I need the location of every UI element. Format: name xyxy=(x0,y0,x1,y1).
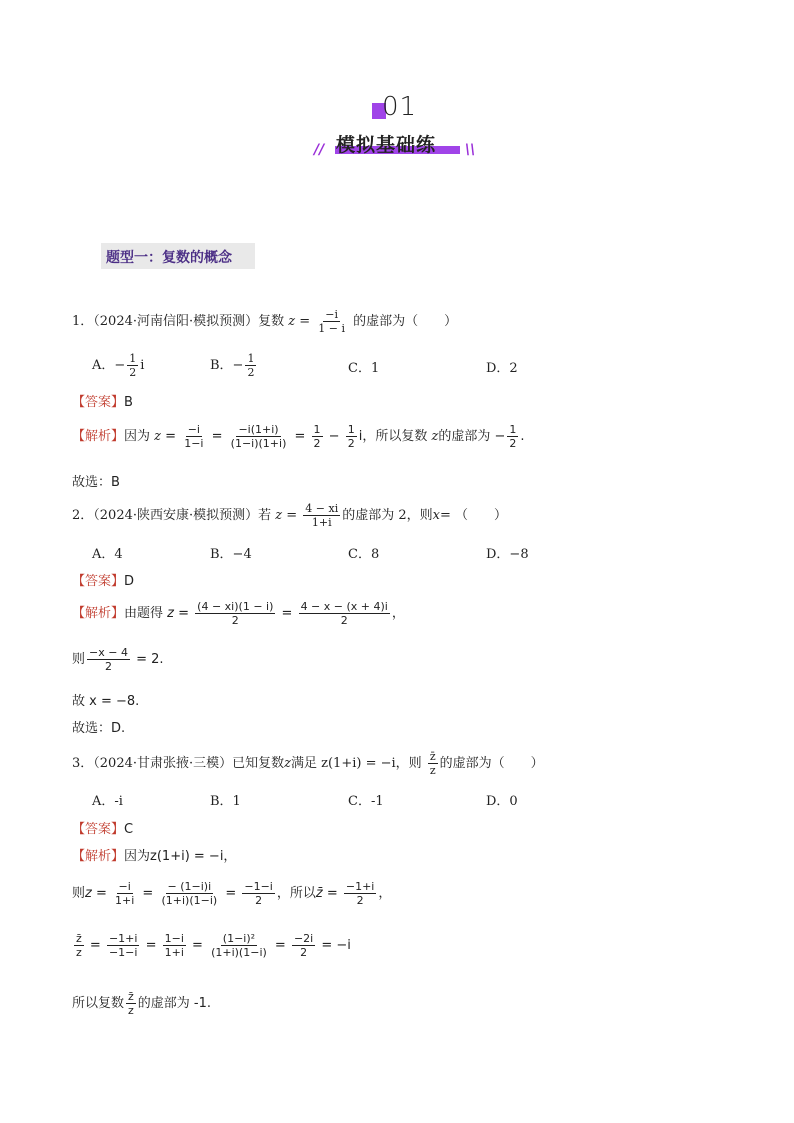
q1-option-a[interactable]: A．− $\frac{1}{2}$ i xyxy=(92,352,145,379)
q3-option-d[interactable]: D．0 xyxy=(486,794,518,809)
q1-answer: 【答案】B xyxy=(72,395,133,410)
q1-option-d[interactable]: D．2 xyxy=(486,361,518,376)
q1-stem-post: 的虚部为（ ） xyxy=(353,314,458,329)
slash-left: // xyxy=(314,142,325,158)
type-label: 题型一：复数的概念 xyxy=(106,250,232,266)
q2-step2: 则 $\frac{-x - 4}{2}$ = 2. xyxy=(72,646,164,673)
q2-step3: 故 x = −8. xyxy=(72,694,140,709)
q1-stem-fraction: $\frac{-i}{1 - i}$ xyxy=(318,308,346,335)
q2-option-c[interactable]: C．8 xyxy=(348,547,380,562)
q1-option-c[interactable]: C．1 xyxy=(348,361,380,376)
q3-answer: 【答案】C xyxy=(72,822,134,837)
q1-option-b[interactable]: B．− $\frac{1}{2}$ xyxy=(210,352,255,379)
q3-option-b[interactable]: B．1 xyxy=(210,794,241,809)
q1-select: 故选：B xyxy=(72,475,120,490)
slash-right: \\ xyxy=(465,142,476,158)
q3-option-a[interactable]: A．-i xyxy=(92,794,123,809)
q3-step4: 所以复数 $\frac{z̄}{z}$ 的虚部为 -1. xyxy=(72,990,212,1017)
q2-answer: 【答案】D xyxy=(72,574,135,589)
section-number: 01 xyxy=(382,92,418,122)
section-title: 模拟基础练 xyxy=(336,134,437,156)
q2-option-a[interactable]: A．4 xyxy=(92,547,123,562)
q2-option-b[interactable]: B．−4 xyxy=(210,547,252,562)
q2-stem: 2．（2024·陕西安康·模拟预测）若 z = $\frac{4 - xi}{1+i}$ 的虚部为 2，则x= （ ） xyxy=(72,502,508,529)
q3-analysis: 【解析】因为z(1+i) = −i， xyxy=(72,849,237,864)
q1-stem: 1．（2024·河南信阳·模拟预测）复数 z = $\frac{-i}{1 - i}$ 的虚部为（ ） xyxy=(72,308,458,335)
q1-analysis: 【解析】因为 z = $\frac{-i}{1-i}$ = $\frac{-i(1+i)}{(1-i)(1+i)}$ = $\frac{1}{2}$ − $\frac{1}{2}$ i，所以复数 z的虚部为 − $\frac{1}{2}$ . xyxy=(72,423,525,450)
q2-option-d[interactable]: D．−8 xyxy=(486,547,529,562)
q1-stem-text: 1．（2024·河南信阳·模拟预测）复数 xyxy=(72,314,285,329)
q3-step3: $\frac{z̄}{z}$ = $\frac{-1+i}{-1-i}$ = $\frac{1-i}{1+i}$ = $\frac{\text{(1−i)²}}{(1+i)(1-i)}$ = $\frac{-2i}{2}$ = −i xyxy=(76,932,351,959)
q3-stem: 3．（2024·甘肃张掖·三模）已知复数z满足 z(1+i) = −i，则 $\frac{z̄}{z}$ 的虚部为（ ） xyxy=(72,750,544,777)
q3-option-c[interactable]: C．-1 xyxy=(348,794,384,809)
q3-step2: 则z = $\frac{-i}{1+i}$ = $\frac{- (1-i)i}{(1+i)(1-i)}$ = $\frac{-1-i}{2}$ ，所以z̄ = $\frac{-1+i}{2}$ ， xyxy=(72,880,392,907)
q1-var: z xyxy=(288,314,296,329)
q2-analysis: 【解析】由题得 z = $\frac{(4 - xi)(1 - i)}{2}$ = $\frac{4 - x - (x + 4)i}{2}$ ， xyxy=(72,600,405,627)
q2-select: 故选：D. xyxy=(72,721,126,736)
